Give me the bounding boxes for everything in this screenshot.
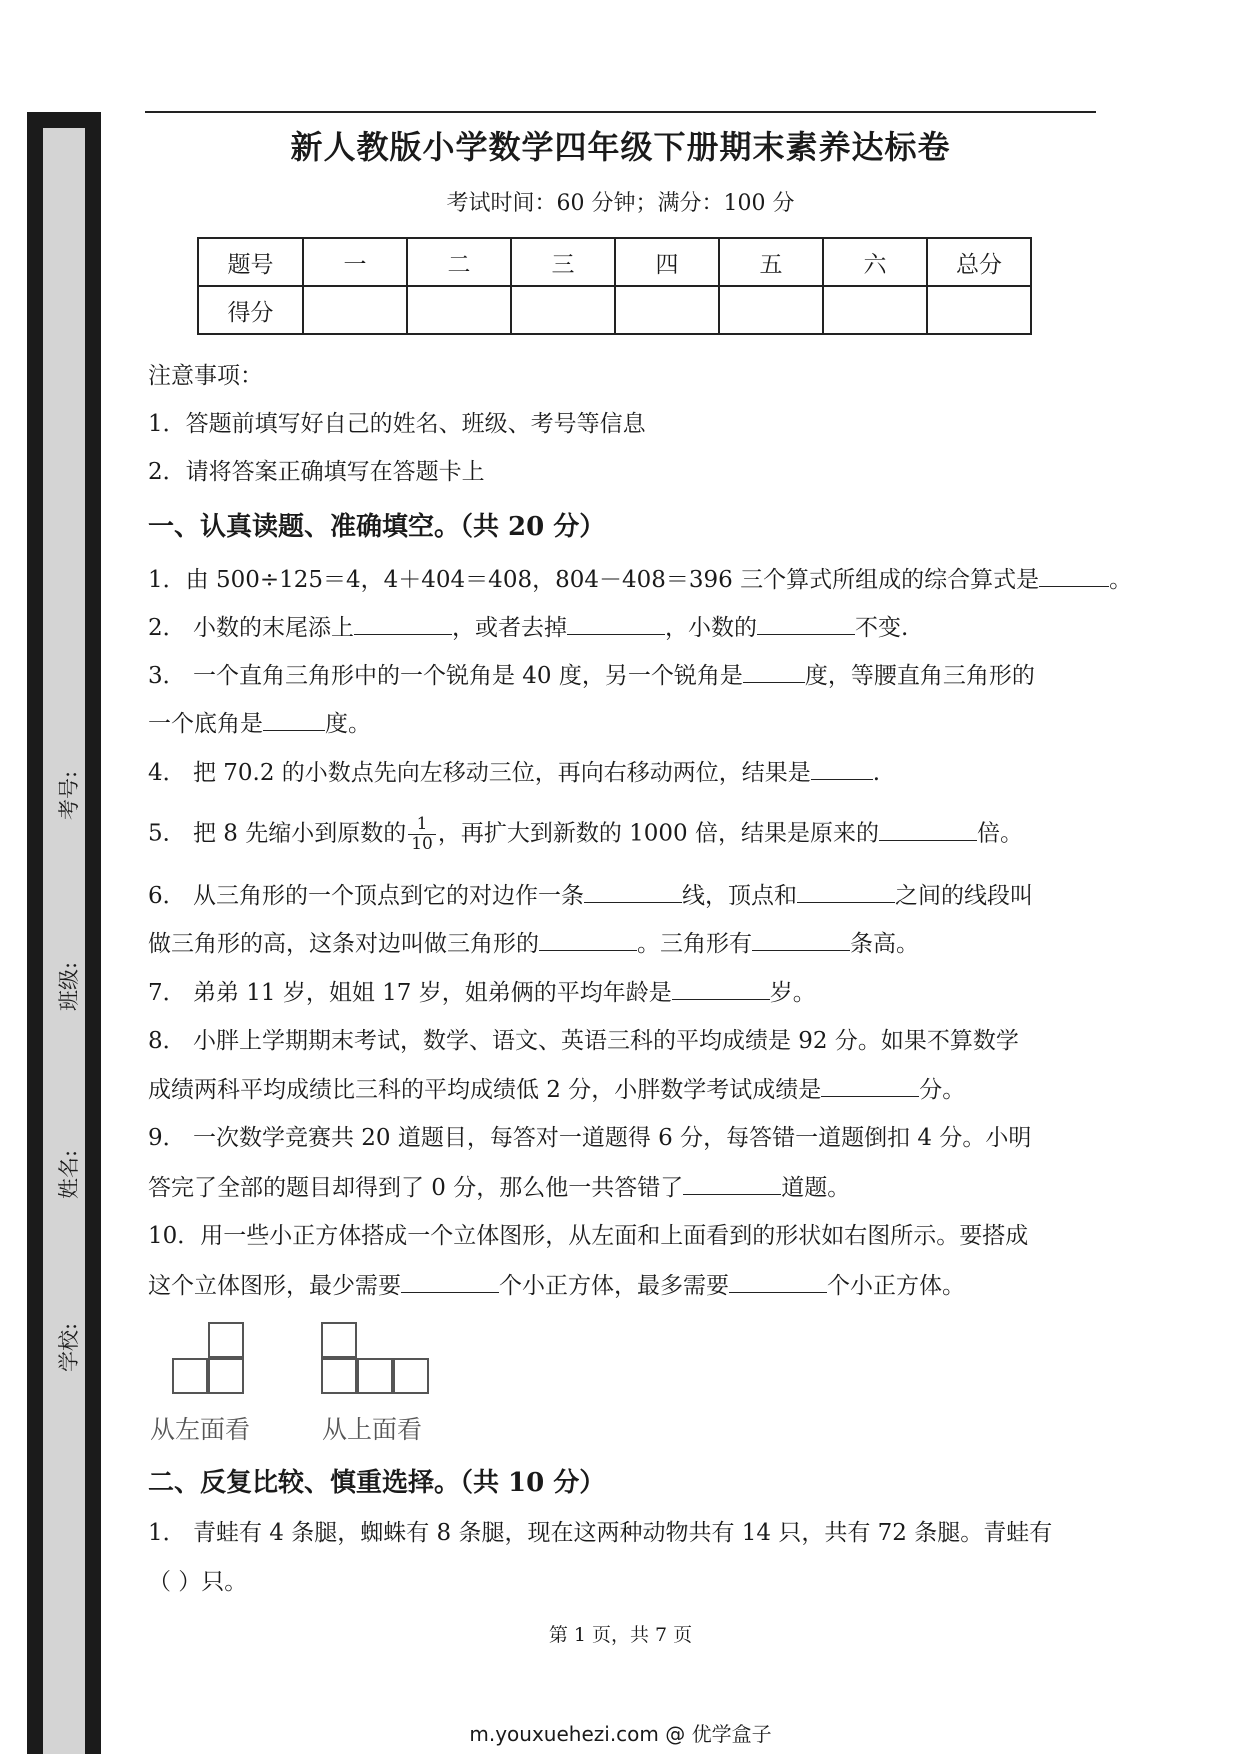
side-label-class: 班级: — [57, 961, 81, 1011]
answer-blank[interactable] — [752, 928, 850, 951]
answer-blank[interactable] — [401, 1270, 499, 1293]
question-2 — [148, 612, 908, 643]
score-cell[interactable] — [407, 286, 511, 334]
q2-text: 不变. — [854, 615, 909, 641]
question-5 — [148, 815, 1023, 854]
score-table-header-row — [198, 238, 1031, 286]
q1-text-end: 。 — [1109, 567, 1133, 593]
answer-blank[interactable] — [567, 612, 665, 635]
q6-text: 6． 从三角形的一个顶点到它的对边作一条 — [148, 883, 584, 909]
q1-text: 1．由 500÷125＝4，4＋404＝408，804－408＝396 三个算式所组成的综合算式是 — [148, 567, 1040, 593]
fraction-numerator: 1 — [408, 815, 436, 835]
notes-heading: 注意事项： — [148, 363, 263, 389]
q7-text: 7． 弟弟 11 岁，姐姐 17 岁，姐弟俩的平均年龄是 — [148, 980, 672, 1006]
score-cell[interactable] — [303, 286, 407, 334]
q5-text: ，再扩大到新数的 1000 倍，结果是原来的 — [437, 820, 879, 847]
answer-blank[interactable] — [263, 708, 325, 731]
score-cell[interactable] — [823, 286, 927, 334]
binding-strip-inner — [43, 128, 85, 1754]
score-cell[interactable] — [615, 286, 719, 334]
q3-text: 度，等腰直角三角形的 — [804, 663, 1035, 689]
question-9-cont — [148, 1172, 850, 1203]
answer-blank[interactable] — [354, 612, 452, 635]
answer-blank[interactable] — [879, 818, 977, 841]
q8-text: 成绩两科平均成绩比三科的平均成绩低 2 分，小胖数学考试成绩是 — [148, 1077, 822, 1103]
answer-blank[interactable] — [811, 757, 873, 780]
q10-text: 这个立体图形，最少需要 — [148, 1273, 401, 1299]
score-header-cell: 六 — [823, 238, 927, 286]
q8-text: 8． 小胖上学期期末考试，数学、语文、英语三科的平均成绩是 92 分。如果不算数学 — [148, 1028, 1019, 1054]
answer-blank[interactable] — [729, 1270, 827, 1293]
q3-text: 一个底角是 — [148, 711, 263, 737]
top-view-caption: 从上面看 — [322, 1415, 423, 1444]
q8-text: 分。 — [919, 1077, 966, 1103]
question-10-cont — [148, 1270, 965, 1301]
question-1 — [148, 564, 1132, 595]
s2-question-1-cont — [148, 1567, 247, 1597]
view-cell — [393, 1358, 429, 1394]
q9-text: 答完了全部的题目却得到了 0 分，那么他一共答错了 — [148, 1175, 684, 1201]
fraction-denominator: 10 — [411, 834, 433, 854]
left-view-figure — [172, 1322, 252, 1402]
q6-text: 之间的线段叫 — [894, 883, 1033, 909]
section1-heading: 一、认真读题、准确填空。（共 20 分） — [148, 512, 606, 542]
q2-text: ，或者去掉 — [451, 615, 567, 641]
s2-q1-text: 1． 青蛙有 4 条腿，蜘蛛有 8 条腿，现在这两种动物共有 14 只，共有 72 条腿。青蛙有 — [148, 1520, 1053, 1546]
side-label-school: 学校: — [57, 1322, 81, 1372]
score-header-cell: 一 — [303, 238, 407, 286]
answer-blank[interactable] — [743, 660, 805, 683]
s2-q1-answer-paren[interactable]: （ ）只。 — [148, 1569, 248, 1595]
page-number: 第 1 页，共 7 页 — [548, 1624, 693, 1646]
view-cell — [357, 1358, 393, 1394]
score-cell[interactable] — [511, 286, 615, 334]
q10-text: 个小正方体，最多需要 — [499, 1273, 729, 1299]
q3-text: 3． 一个直角三角形中的一个锐角是 40 度，另一个锐角是 — [148, 663, 743, 689]
question-4 — [148, 757, 880, 788]
question-10 — [148, 1221, 1028, 1251]
answer-blank[interactable] — [1039, 564, 1109, 587]
q3-text: 度。 — [325, 711, 371, 737]
question-3 — [148, 660, 1035, 691]
side-label-name: 姓名: — [57, 1149, 81, 1199]
score-row-label: 得分 — [198, 286, 303, 334]
score-cell[interactable] — [719, 286, 823, 334]
score-header-cell: 三 — [511, 238, 615, 286]
question-9 — [148, 1123, 1031, 1153]
score-header-cell: 题号 — [198, 238, 303, 286]
q10-text: 个小正方体。 — [827, 1273, 965, 1299]
score-header-cell: 四 — [615, 238, 719, 286]
score-header-cell: 总分 — [927, 238, 1031, 286]
exam-info: 考试时间：60 分钟；满分：100 分 — [446, 191, 795, 216]
view-cell — [321, 1322, 357, 1358]
q10-text: 10．用一些小正方体搭成一个立体图形，从左面和上面看到的形状如右图所示。要搭成 — [148, 1223, 1029, 1249]
view-cell — [208, 1322, 244, 1358]
site-watermark: m.youxuehezi.com @ 优学盒子 — [469, 1722, 772, 1746]
left-view-caption: 从左面看 — [150, 1415, 251, 1444]
answer-blank[interactable] — [797, 880, 895, 903]
question-8-cont — [148, 1074, 965, 1105]
answer-blank[interactable] — [757, 612, 855, 635]
score-cell[interactable] — [927, 286, 1031, 334]
q6-text: 线，顶点和 — [681, 883, 797, 909]
top-rule — [145, 111, 1096, 113]
score-table-score-row — [198, 286, 1031, 334]
q9-text: 9． 一次数学竞赛共 20 道题目，每答对一道题得 6 分，每答错一道题倒扣 4 分。小明 — [148, 1125, 1032, 1151]
answer-blank[interactable] — [584, 880, 682, 903]
question-8 — [148, 1026, 1019, 1056]
question-6-cont — [148, 928, 919, 959]
score-header-cell: 二 — [407, 238, 511, 286]
side-label-exam-no: 考号: — [57, 770, 81, 820]
q4-text: . — [872, 760, 881, 786]
q5-text: 倍。 — [977, 820, 1023, 847]
note-item: 2．请将答案正确填写在答题卡上 — [148, 459, 485, 485]
q2-text: 2． 小数的末尾添上 — [148, 615, 354, 641]
q9-text: 道题。 — [781, 1175, 851, 1201]
score-header-cell: 五 — [719, 238, 823, 286]
q6-text: 做三角形的高，这条对边叫做三角形的 — [148, 931, 539, 957]
top-view-figure — [321, 1322, 437, 1402]
fraction — [408, 815, 436, 854]
question-3-cont — [148, 708, 371, 739]
view-cell — [321, 1358, 357, 1394]
section2-heading: 二、反复比较、慎重选择。（共 10 分） — [148, 1468, 606, 1498]
q7-text: 岁。 — [769, 980, 816, 1006]
q6-text: 。三角形有 — [637, 931, 752, 957]
view-cell — [172, 1358, 208, 1394]
answer-blank[interactable] — [683, 1172, 781, 1195]
question-7 — [148, 977, 816, 1008]
answer-blank[interactable] — [821, 1074, 919, 1097]
q4-text: 4． 把 70.2 的小数点先向左移动三位，再向右移动两位，结果是 — [148, 760, 811, 786]
note-item: 1．答题前填写好自己的姓名、班级、考号等信息 — [148, 411, 646, 437]
answer-blank[interactable] — [672, 977, 770, 1000]
question-6 — [148, 880, 1033, 911]
q2-text: ，小数的 — [664, 615, 757, 641]
q5-text: 5． 把 8 先缩小到原数的 — [148, 820, 407, 847]
page-title: 新人教版小学数学四年级下册期末素养达标卷 — [290, 128, 951, 166]
view-cell — [208, 1358, 244, 1394]
score-table — [197, 237, 1032, 335]
s2-question-1 — [148, 1518, 1052, 1548]
q6-text: 条高。 — [850, 931, 919, 957]
answer-blank[interactable] — [539, 928, 637, 951]
